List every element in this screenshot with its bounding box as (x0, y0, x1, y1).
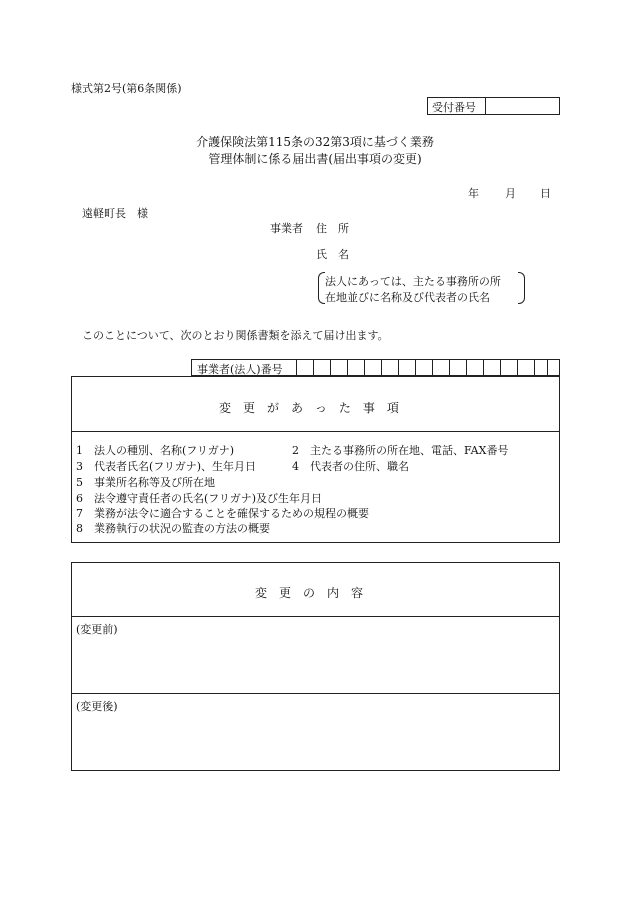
cell-divider (296, 359, 297, 376)
cell-divider (517, 359, 518, 376)
cell-divider (483, 359, 484, 376)
receipt-divider (485, 97, 486, 115)
cell-divider (534, 359, 535, 376)
content-header-divider (71, 616, 560, 617)
note-right-bracket (518, 272, 525, 304)
address-label: 住 所 (316, 222, 349, 235)
date-month: 月 (505, 187, 516, 200)
change-item-7[interactable]: 7 業務が法令に適合することを確保するための規程の概要 (76, 507, 369, 520)
cell-divider (347, 359, 348, 376)
before-field[interactable] (76, 636, 556, 690)
form-number-label: 様式第2号(第6条関係) (71, 82, 182, 95)
content-header: 変更の内容 (254, 586, 375, 600)
change-item-6[interactable]: 6 法令遵守責任者の氏名(フリガナ)及び生年月日 (76, 492, 323, 505)
cell-divider (330, 359, 331, 376)
before-after-divider (71, 693, 560, 694)
changes-header: 変更があった事項 (219, 401, 411, 415)
change-item-2[interactable]: 2 主たる事務所の所在地、電話、FAX番号 (292, 444, 509, 457)
corp-note-line-1: 法人にあっては、主たる事務所の所 (325, 275, 501, 288)
after-field[interactable] (76, 713, 556, 768)
change-item-8[interactable]: 8 業務執行の状況の監査の方法の概要 (76, 522, 270, 535)
note-left-bracket (318, 272, 325, 304)
cell-divider (449, 359, 450, 376)
name-label: 氏 名 (316, 248, 349, 261)
business-label: 事業者 (270, 222, 303, 235)
corp-note-line-2: 在地並びに名称及び代表者の氏名 (325, 291, 490, 304)
cell-divider (398, 359, 399, 376)
date-year: 年 (468, 187, 479, 200)
cell-divider (364, 359, 365, 376)
intro-text: このことについて、次のとおり関係書類を添えて届け出ます。 (82, 329, 389, 342)
cell-divider (500, 359, 501, 376)
operator-number-label: 事業者(法人)番号 (197, 363, 283, 376)
cell-divider (381, 359, 382, 376)
change-item-1[interactable]: 1 法人の種別、名称(フリガナ) (76, 444, 235, 457)
cell-divider (313, 359, 314, 376)
receipt-number-label: 受付番号 (432, 101, 476, 114)
change-item-5[interactable]: 5 事業所名称等及び所在地 (76, 476, 215, 489)
title-line-2: 管理体制に係る届出書(届出事項の変更) (208, 152, 422, 166)
after-label: (変更後) (76, 700, 118, 713)
cell-divider (547, 359, 548, 376)
changes-header-divider (71, 431, 560, 432)
title-line-1: 介護保険法第115条の32第3項に基づく業務 (196, 135, 434, 149)
addressee: 遠軽町長 様 (82, 207, 148, 220)
cell-divider (415, 359, 416, 376)
date-day: 日 (540, 187, 551, 200)
cell-divider (466, 359, 467, 376)
before-label: (変更前) (76, 623, 118, 636)
change-item-4[interactable]: 4 代表者の住所、職名 (292, 460, 409, 473)
receipt-number-field[interactable] (487, 98, 558, 114)
cell-divider (432, 359, 433, 376)
change-item-3[interactable]: 3 代表者氏名(フリガナ)、生年月日 (76, 460, 257, 473)
